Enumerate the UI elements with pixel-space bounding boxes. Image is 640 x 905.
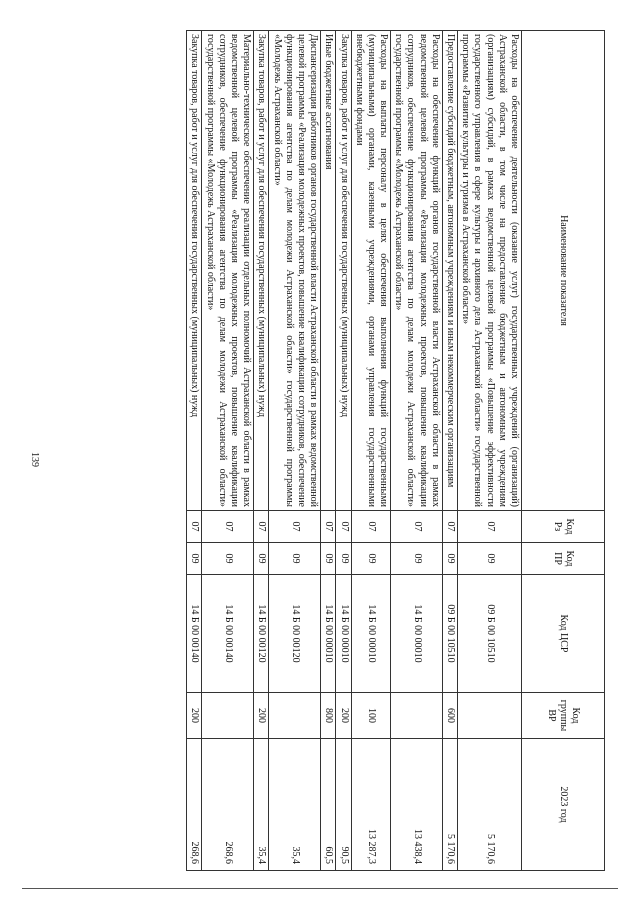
header-name: Наименование показателя — [522, 31, 605, 511]
cell-rz: 07 — [254, 511, 269, 543]
cell-csr: 14 Б 00 00140 — [187, 575, 202, 693]
cell-csr: 14 Б 00 00140 — [202, 575, 254, 693]
budget-table — [186, 30, 605, 871]
table-row — [442, 31, 457, 871]
cell-vr — [269, 693, 321, 739]
cell-rz: 07 — [351, 511, 391, 543]
header-year: 2023 год — [522, 739, 605, 871]
cell-csr: 14 Б 00 00120 — [269, 575, 321, 693]
cell-pr: 09 — [391, 543, 443, 575]
table-row — [336, 31, 351, 871]
cell-name: Расходы на обеспечение деятельности (оказание услуг) государственных учреждений (организаций) Астраханской области, в том числе на предоставление бюджетным и автономным учреждениям (организациям) субсидий, в рамках ведомственной целевой программы «Повышение эффективности государственного управления в сфере культуры и архивного дела Астраханской области» государственной программы «Развитие культуры и туризма в Астраханской области» — [458, 31, 522, 511]
table-row — [269, 31, 321, 871]
cell-pr: 09 — [269, 543, 321, 575]
cell-rz: 07 — [202, 511, 254, 543]
cell-csr: 14 Б 00 00010 — [351, 575, 391, 693]
cell-year: 268,6 — [202, 739, 254, 871]
cell-year: 13 287,3 — [351, 739, 391, 871]
cell-rz: 07 — [458, 511, 522, 543]
cell-rz: 07 — [269, 511, 321, 543]
cell-vr: 100 — [351, 693, 391, 739]
header-rz: Код Рз — [522, 511, 605, 543]
table-row — [187, 31, 202, 871]
cell-vr — [202, 693, 254, 739]
cell-vr: 600 — [442, 693, 457, 739]
header-pr: Код ПР — [522, 543, 605, 575]
cell-rz: 07 — [187, 511, 202, 543]
cell-pr: 09 — [458, 543, 522, 575]
cell-rz: 07 — [391, 511, 443, 543]
cell-rz: 07 — [442, 511, 457, 543]
table-row — [321, 31, 336, 871]
cell-rz: 07 — [336, 511, 351, 543]
cell-year: 268,6 — [187, 739, 202, 871]
cell-name: Материально-техническое обеспечение реализации отдельных полномочий Астраханской области в рамках ведомственной целевой программы «Реализация молодежных проектов, повышение квалификации сотрудников, обеспечение функционирования агентства по делам молодежи Астраханской области» государственной программы «Молодежь Астраханской области» — [202, 31, 254, 511]
cell-name: Расходы на выплаты персоналу в целях обеспечения выполнения функций государственными (муниципальными) органами, казенными учреждениями, органами управления государственными внебюджетными фондами — [351, 31, 391, 511]
page-number: 139 — [29, 452, 40, 467]
cell-name: Закупка товаров, работ и услуг для обеспечения государственных (муниципальных) нужд — [336, 31, 351, 511]
table-row — [254, 31, 269, 871]
cell-csr: 14 Б 00 00010 — [336, 575, 351, 693]
cell-year: 5 170,6 — [442, 739, 457, 871]
table-row — [458, 31, 522, 871]
cell-vr: 800 — [321, 693, 336, 739]
header-csr: Код ЦСР — [522, 575, 605, 693]
cell-vr: 200 — [254, 693, 269, 739]
cell-name: Расходы на обеспечение функций органов государственной власти Астраханской области в рамках ведомственной целевой программы «Реализация молодежных проектов, повышение квалификации сотрудников, обеспечение функционирования агентства по делам молодежи Астраханской области» государственной программы «Молодежь Астраханской области» — [391, 31, 443, 511]
cell-name: Закупка товаров, работ и услуг для обеспечения государственных (муниципальных) нужд — [254, 31, 269, 511]
cell-name: Предоставление субсидий бюджетным, автономным учреждениям и иным некоммерческим организациям — [442, 31, 457, 511]
rotated-table-sheet — [135, 30, 605, 870]
cell-csr: 09 Б 00 10510 — [442, 575, 457, 693]
cell-year: 35,4 — [254, 739, 269, 871]
cell-year: 35,4 — [269, 739, 321, 871]
cell-pr: 09 — [351, 543, 391, 575]
cell-name: Иные бюджетные ассигнования — [321, 31, 336, 511]
cell-name: Закупка товаров, работ и услуг для обеспечения государственных (муниципальных) нужд — [187, 31, 202, 511]
table-header-row — [522, 31, 605, 871]
table-row — [391, 31, 443, 871]
cell-pr: 09 — [321, 543, 336, 575]
cell-rz: 07 — [321, 511, 336, 543]
cell-year: 5 170,6 — [458, 739, 522, 871]
cell-name: Диспансеризация работников органов государственной власти Астраханской области в рамках ведомственной целевой программы «Реализация молодежных проектов, повышение квалификации сотрудников, обеспечение функционирования агентства по делам молодежи Астраханской области» государственной программы «Молодежь Астраханской области» — [269, 31, 321, 511]
bottom-divider — [22, 888, 618, 889]
cell-pr: 09 — [187, 543, 202, 575]
cell-pr: 09 — [254, 543, 269, 575]
cell-vr — [458, 693, 522, 739]
cell-year: 13 438,4 — [391, 739, 443, 871]
cell-vr: 200 — [336, 693, 351, 739]
cell-pr: 09 — [202, 543, 254, 575]
table-row — [202, 31, 254, 871]
table-row — [351, 31, 391, 871]
header-vr: Код группы ВР — [522, 693, 605, 739]
cell-vr — [391, 693, 443, 739]
cell-pr: 09 — [336, 543, 351, 575]
cell-csr: 14 Б 00 00120 — [254, 575, 269, 693]
cell-csr: 09 Б 00 10510 — [458, 575, 522, 693]
cell-vr: 200 — [187, 693, 202, 739]
cell-year: 60,5 — [321, 739, 336, 871]
cell-csr: 14 Б 00 00010 — [391, 575, 443, 693]
cell-pr: 09 — [442, 543, 457, 575]
cell-csr: 14 Б 00 00010 — [321, 575, 336, 693]
cell-year: 90,5 — [336, 739, 351, 871]
